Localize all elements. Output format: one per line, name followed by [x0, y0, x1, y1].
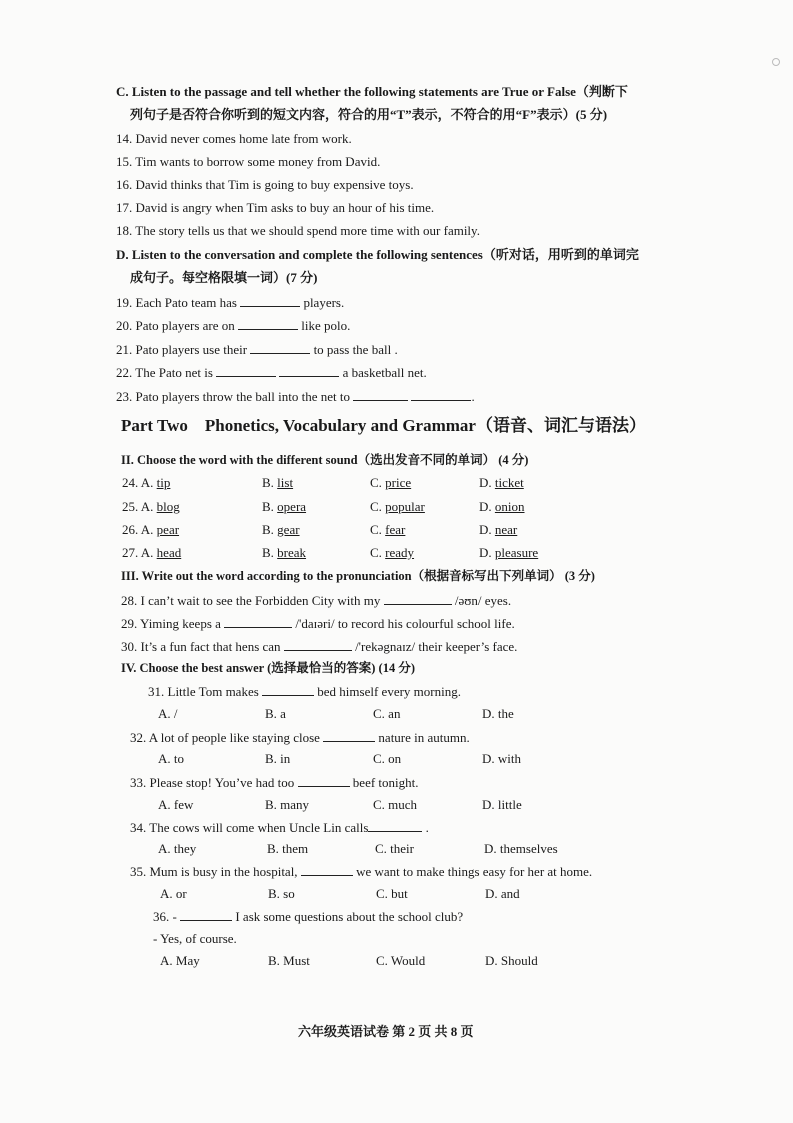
question-15: 15. Tim wants to borrow some money from David. [116, 154, 381, 169]
option-27-c[interactable]: C. ready [370, 545, 415, 560]
option-26-b[interactable]: B. gear [262, 522, 300, 537]
answer-blank[interactable] [323, 729, 375, 742]
option-33-c[interactable]: C. much [373, 797, 418, 812]
question-19: 19. Each Pato team has players. [116, 295, 345, 310]
question-14: 14. David never comes home late from work. [116, 131, 352, 146]
question-31: 31. Little Tom makes bed himself every morning. [148, 684, 461, 699]
option-24-b[interactable]: B. list [262, 475, 294, 490]
page-footer: 六年级英语试卷 第 2 页 共 8 页 [298, 1024, 474, 1039]
answer-blank[interactable] [301, 863, 353, 876]
option-27-d[interactable]: D. pleasure [479, 545, 539, 560]
part-two-title: Part Two Phonetics, Vocabulary and Grammar（语音、词汇与语法） [121, 416, 646, 435]
answer-blank[interactable] [411, 388, 471, 401]
question-23: 23. Pato players throw the ball into the net to . [116, 389, 475, 404]
option-word: ticket [494, 475, 524, 490]
option-word: list [277, 475, 294, 490]
answer-blank[interactable] [216, 364, 276, 377]
option-35-b[interactable]: B. so [268, 886, 295, 901]
option-25-c[interactable]: C. popular [370, 499, 425, 514]
option-24-d[interactable]: D. ticket [479, 475, 524, 490]
option-32-b[interactable]: B. in [265, 751, 291, 766]
answer-blank[interactable] [180, 908, 232, 921]
option-26-c[interactable]: C. fear [370, 522, 406, 537]
answer-blank[interactable] [240, 294, 300, 307]
option-33-b[interactable]: B. many [265, 797, 310, 812]
option-word: popular [385, 499, 425, 514]
answer-blank[interactable] [368, 819, 422, 832]
option-35-c[interactable]: C. but [376, 886, 408, 901]
question-28: 28. I can’t wait to see the Forbidden City with my /əʊn/ eyes. [121, 593, 512, 608]
option-word: tip [156, 475, 171, 490]
option-31-c[interactable]: C. an [373, 706, 401, 721]
option-32-c[interactable]: C. on [373, 751, 402, 766]
answer-blank[interactable] [284, 638, 352, 651]
question-17: 17. David is angry when Tim asks to buy an hour of his time. [116, 200, 435, 215]
answer-blank[interactable] [353, 388, 408, 401]
option-word: onion [494, 499, 525, 514]
option-word: fear [385, 522, 406, 537]
option-36-b[interactable]: B. Must [268, 953, 310, 968]
option-34-b[interactable]: B. them [267, 841, 309, 856]
section-c-heading-cont: 列句子是否符合你听到的短文内容，符合的用“T”表示，不符合的用“F”表示）(5 分) [130, 107, 608, 122]
question-18: 18. The story tells us that we should spend more time with our family. [116, 223, 480, 238]
option-26-d[interactable]: D. near [479, 522, 518, 537]
option-34-a[interactable]: A. they [158, 841, 197, 856]
answer-blank[interactable] [279, 364, 339, 377]
option-35-d[interactable]: D. and [485, 886, 520, 901]
option-36-d[interactable]: D. Should [485, 953, 538, 968]
option-word: head [156, 545, 182, 560]
question-35: 35. Mum is busy in the hospital, we want to make things easy for her at home. [130, 864, 593, 879]
option-35-a[interactable]: A. or [160, 886, 187, 901]
option-word: blog [156, 499, 180, 514]
option-word: gear [277, 522, 300, 537]
option-27-b[interactable]: B. break [262, 545, 307, 560]
option-25-b[interactable]: B. opera [262, 499, 307, 514]
option-33-d[interactable]: D. little [482, 797, 522, 812]
question-32: 32. A lot of people like staying close nature in autumn. [130, 730, 470, 745]
question-29: 29. Yiming keeps a /'daɪəri/ to record his colourful school life. [121, 616, 515, 631]
option-36-a[interactable]: A. May [160, 953, 200, 968]
option-24-c[interactable]: C. price [370, 475, 412, 490]
section-d-heading-cont: 成句子。每空格限填一词）(7 分) [130, 270, 318, 285]
question-36-reply: - Yes, of course. [153, 931, 237, 946]
option-34-c[interactable]: C. their [375, 841, 414, 856]
question-21: 21. Pato players use their to pass the ball . [116, 342, 398, 357]
option-word: near [494, 522, 518, 537]
question-16: 16. David thinks that Tim is going to buy expensive toys. [116, 177, 414, 192]
question-22: 22. The Pato net is a basketball net. [116, 365, 427, 380]
section-ii-heading: II. Choose the word with the different sound（选出发音不同的单词） (4 分) [121, 453, 529, 467]
question-20: 20. Pato players are on like polo. [116, 318, 351, 333]
option-word: ready [385, 545, 415, 560]
section-iv-heading: IV. Choose the best answer (选择最恰当的答案) (14 分) [121, 661, 415, 675]
option-word: pear [156, 522, 180, 537]
option-36-c[interactable]: C. Would [376, 953, 426, 968]
section-c-heading: C. Listen to the passage and tell whether the following statements are True or False（判断下 [116, 84, 628, 99]
scan-mark-icon [772, 58, 780, 66]
answer-blank[interactable] [384, 592, 452, 605]
option-32-a[interactable]: A. to [158, 751, 184, 766]
option-24-a[interactable]: 24. A. tip [122, 475, 171, 490]
question-36: 36. - I ask some questions about the school club? [153, 909, 464, 924]
answer-blank[interactable] [238, 317, 298, 330]
option-25-a[interactable]: 25. A. blog [122, 499, 180, 514]
question-34: 34. The cows will come when Uncle Lin calls . [130, 820, 429, 835]
section-d-heading: D. Listen to the conversation and complete the following sentences（听对话，用听到的单词完 [116, 247, 639, 262]
option-34-d[interactable]: D. themselves [484, 841, 558, 856]
option-27-a[interactable]: 27. A. head [122, 545, 182, 560]
option-33-a[interactable]: A. few [158, 797, 194, 812]
answer-blank[interactable] [262, 683, 314, 696]
option-word: opera [277, 499, 307, 514]
option-26-a[interactable]: 26. A. pear [122, 522, 180, 537]
option-word: break [277, 545, 307, 560]
option-31-d[interactable]: D. the [482, 706, 514, 721]
option-word: pleasure [494, 545, 539, 560]
answer-blank[interactable] [224, 615, 292, 628]
section-iii-heading: III. Write out the word according to the pronunciation（根据音标写出下列单词） (3 分) [121, 569, 595, 583]
answer-blank[interactable] [250, 341, 310, 354]
question-30: 30. It’s a fun fact that hens can /'rekəgnaɪz/ their keeper’s face. [121, 639, 518, 654]
option-word: price [385, 475, 412, 490]
question-33: 33. Please stop! You’ve had too beef tonight. [130, 775, 419, 790]
option-31-a[interactable]: A. / [158, 706, 178, 721]
answer-blank[interactable] [298, 774, 350, 787]
option-25-d[interactable]: D. onion [479, 499, 525, 514]
option-31-b[interactable]: B. a [265, 706, 286, 721]
option-32-d[interactable]: D. with [482, 751, 521, 766]
